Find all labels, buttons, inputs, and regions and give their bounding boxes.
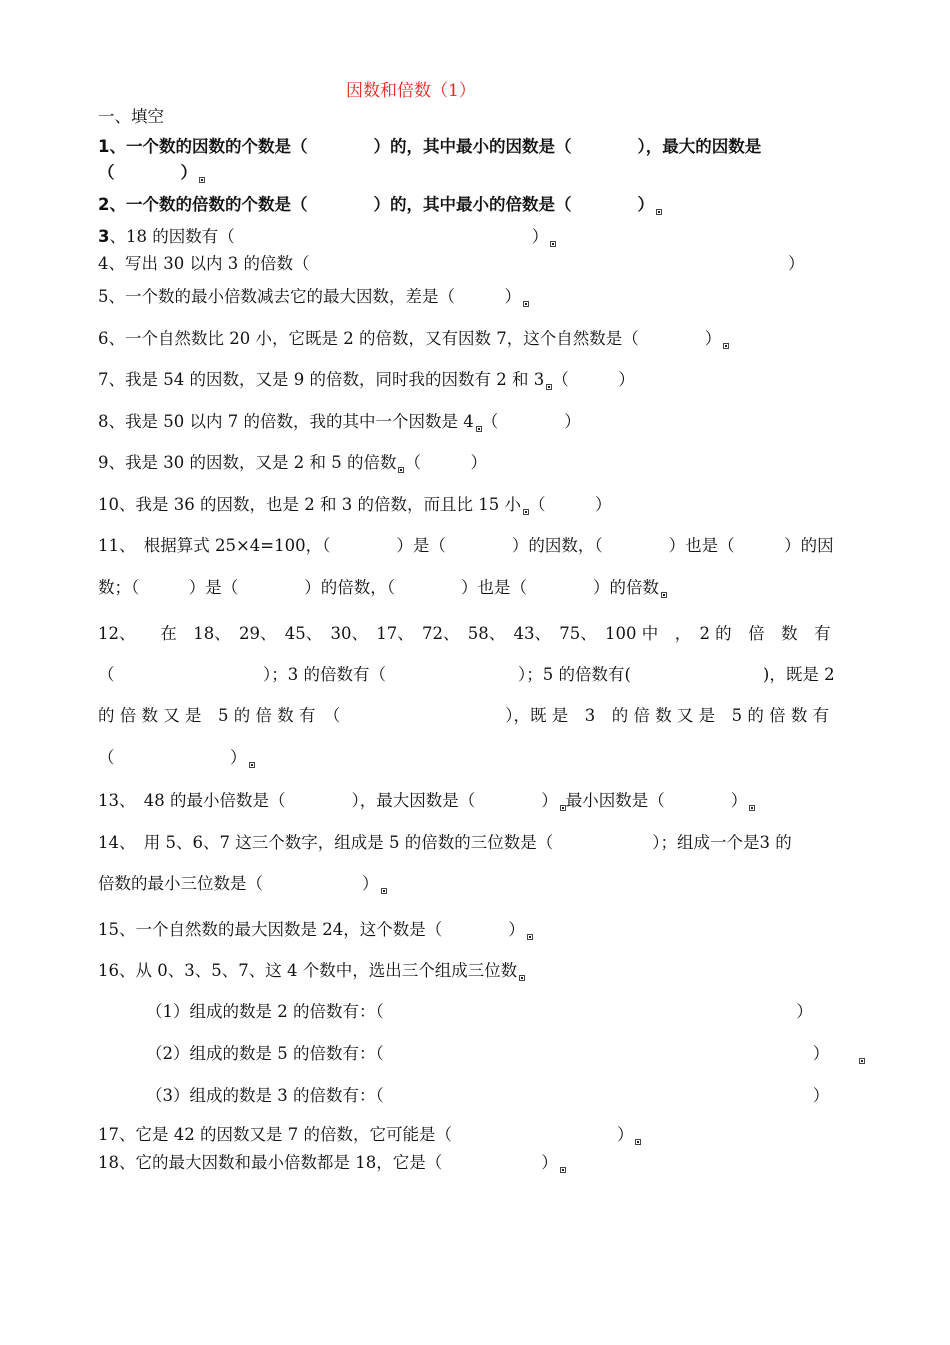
question-1-line-1: 1、一个数的因数的个数是（ ）的，其中最小的因数是（ ），最大的因数是: [98, 137, 762, 156]
marker-icon: [560, 805, 566, 811]
question-17: [98, 1124, 641, 1146]
marker-icon: [550, 241, 556, 247]
question-7-blank: （ ）: [552, 370, 635, 389]
question-1-text: （ ）: [98, 163, 197, 182]
question-10-blank: （ ）: [528, 495, 612, 514]
question-5-text: 5、一个数的最小倍数减去它的最大因数，差是（ ）: [98, 287, 521, 306]
marker-icon: [523, 301, 529, 307]
question-14-line-2: [98, 873, 387, 895]
question-1-line-2: [98, 162, 205, 184]
marker-icon: [398, 467, 404, 473]
question-6-text: 6、一个自然数比 20 小，它既是 2 的倍数，又有因数 7，这个自然数是（ ）: [98, 329, 722, 348]
question-16-part-2-text: （2）组成的数是 5 的倍数有：（ ）: [146, 1044, 830, 1063]
question-18: [98, 1152, 566, 1174]
question-11-line-1: 11、 根据算式 25×4=100，（ ）是（ ）的因数，（ ）也是（ ）的因: [98, 536, 834, 555]
question-9-text: 9、我是 30 的因数，又是 2 和 5 的倍数: [98, 453, 397, 472]
page-title: 因数和倍数（1）: [346, 81, 476, 101]
marker-icon: [519, 975, 525, 981]
question-3-text: 、18 的因数有（ ）: [109, 227, 549, 246]
question-16-text: 16、从 0、3、5、7、这 4 个数中，选出三个组成三位数: [98, 961, 518, 980]
question-7: [98, 369, 635, 391]
question-10-text: 10、我是 36 的因数，也是 2 和 3 的倍数，而且比 15 小: [98, 495, 521, 514]
marker-icon: [661, 592, 667, 598]
question-12-text: （ ）: [98, 748, 247, 767]
question-13: [98, 790, 755, 812]
marker-icon: [249, 762, 255, 768]
question-11-line-2: [98, 577, 667, 599]
question-16: [98, 960, 525, 982]
question-12-line-1: 12、 在 18、 29、 45、 30、 17、 72、 58、 43、 75、 100 中 ， 2 的 倍 数 有: [98, 624, 831, 643]
question-3: [98, 226, 556, 248]
question-9-blank: （ ）: [404, 453, 487, 472]
question-8: [98, 411, 581, 433]
marker-icon: [523, 509, 529, 515]
question-3-number: 3: [98, 227, 110, 246]
question-15: [98, 919, 533, 941]
marker-icon: [635, 1139, 641, 1145]
question-2: [98, 194, 662, 216]
marker-icon: [476, 426, 482, 432]
marker-icon: [656, 209, 662, 215]
question-2-text: 2、一个数的倍数的个数是（ ）的，其中最小的倍数是（ ）: [98, 195, 654, 214]
question-13-text-2: 最小因数是（ ）: [565, 791, 748, 810]
question-9: [98, 452, 487, 474]
question-8-text: 8、我是 50 以内 7 的倍数，我的其中一个因数是 4: [98, 412, 474, 431]
question-12-line-4: [98, 747, 255, 769]
marker-icon: [546, 384, 552, 390]
question-13-text: 13、 48 的最小倍数是（ ），最大因数是（ ）: [98, 791, 558, 810]
question-14-line-1: 14、 用 5、6、7 这三个数字，组成是 5 的倍数的三位数是（ ）；组成一个是3 的: [98, 833, 792, 852]
question-17-text: 17、它是 42 的因数又是 7 的倍数，它可能是（ ）: [98, 1125, 634, 1144]
question-15-text: 15、一个自然数的最大因数是 24，这个数是（ ）: [98, 920, 525, 939]
marker-icon: [199, 177, 205, 183]
question-4: 4、写出 30 以内 3 的倍数（ ）: [98, 254, 805, 273]
question-5: [98, 286, 529, 308]
marker-icon: [381, 888, 387, 894]
question-16-part-3: （3）组成的数是 3 的倍数有：（ ）: [146, 1086, 830, 1105]
question-14-text: 倍数的最小三位数是（ ）: [98, 874, 379, 893]
question-6: [98, 328, 729, 350]
question-10: [98, 494, 611, 516]
marker-icon: [749, 805, 755, 811]
question-11-text: 数；（ ）是（ ）的倍数，（ ）也是（ ）的倍数: [98, 578, 659, 597]
question-8-blank: （ ）: [481, 412, 581, 431]
question-7-text: 7、我是 54 的因数，又是 9 的倍数，同时我的因数有 2 和 3: [98, 370, 545, 389]
question-16-part-1: （1）组成的数是 2 的倍数有：（ ）: [146, 1002, 813, 1021]
marker-icon: [560, 1167, 566, 1173]
question-18-text: 18、它的最大因数和最小倍数都是 18，它是（ ）: [98, 1153, 558, 1172]
question-12-line-3: 的 倍 数 又 是 5 的 倍 数 有 （ ），既 是 3 的 倍 数 又 是 5 的 倍 数 有: [98, 706, 830, 725]
question-16-part-2: [146, 1043, 865, 1065]
marker-icon: [527, 934, 533, 940]
marker-icon: [723, 343, 729, 349]
section-heading: 一、填空: [98, 107, 164, 126]
marker-icon: [859, 1058, 865, 1064]
question-12-line-2: （ ）；3 的倍数有（ ）；5 的倍数有( )，既是 2: [98, 665, 835, 684]
